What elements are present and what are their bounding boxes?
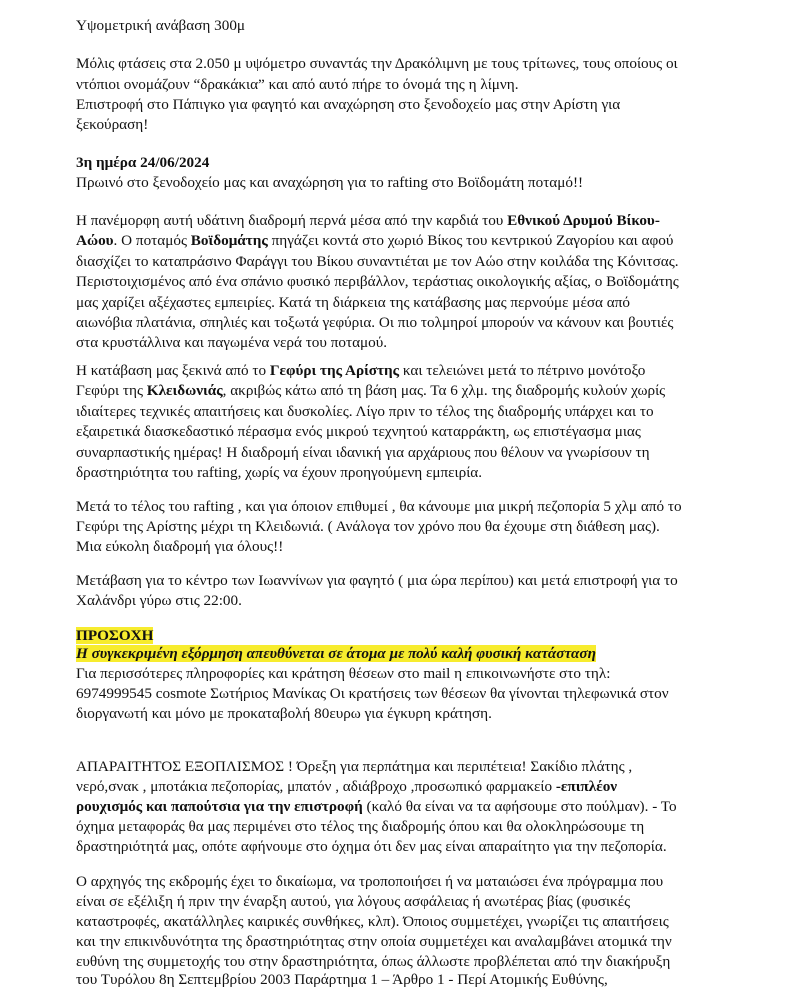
text-line: Η πανέμορφη αυτή υδάτινη διαδρομή περνά μέσα από την καρδιά του Εθνικού Δρυμού Βίκου-	[76, 212, 660, 229]
text-line: Πρωινό στο ξενοδοχείο μας και αναχώρηση για το rafting στο Βοϊδομάτη ποταμό!!	[76, 174, 584, 191]
text-line: νερό,σνακ , μποτάκια πεζοπορίας, μπατόν , αδιάβροχο ,προσωπικό φαρμακείο -επιπλέον	[76, 778, 618, 795]
text-line: Ο αρχηγός της εκδρομής έχει το δικαίωμα, να τροποποιήσει ή να ματαιώσει ένα πρόγραμμα που	[76, 873, 664, 890]
text-line: δραστηριότητά μας, οπότε αφήνουμε στο όχημα ότι δεν μας είναι απαραίτητο για την πεζοπορία.	[76, 838, 667, 855]
text-line: ρουχισμός και παπούτσια για την επιστροφή (καλό θα είναι να τα αφήσουμε στο πούλμαν). - Το	[76, 798, 677, 815]
text-line: διασχίζει το καταπράσινο Φαράγγι του Βίκου συναντιέται με τον Αώο στην κοιλάδα της Κόνιτσας.	[76, 253, 679, 270]
text-line: εξαιρετικά διασκεδαστικό πέρασμα ενός μικρού τεχνητού καταρράκτη, ως επιστέγασμα μιας	[76, 423, 641, 440]
text-line: Γεφύρι της Κλειδωνιάς, ακριβώς κάτω από τη βάση μας. Τα 6 χλμ. της διαδρομής κυλούν χωρίς	[76, 382, 666, 399]
warning-text: Η συγκεκριμένη εξόρμηση απευθύνεται σε άτομα με πολύ καλή φυσική κατάσταση	[76, 645, 596, 662]
text-line: ιδιαίτερες τεχνικές απαιτήσεις και δυσκολίες. Λίγο πριν το τέλος της διαδρομής υπάρχει και το	[76, 403, 654, 420]
text-line: ΑΠΑΡΑΙΤΗΤΟΣ ΕΞΟΠΛΙΣΜΟΣ ! Όρεξη για περπάτημα και περιπέτεια! Σακίδιο πλάτης ,	[76, 758, 633, 775]
text-line: καταστροφές, ακατάλληλες καιρικές συνθήκες, κλπ). Όποιος συμμετέχει, γνωρίζει τις απαιτήσεις	[76, 913, 669, 930]
day-heading: 3η ημέρα 24/06/2024	[76, 154, 210, 171]
text-line: και την επικινδυνότητα της δραστηριότητας στην οποία συμμετέχει και αναλαμβάνει ατομικά την	[76, 933, 672, 950]
text-line: στα κρυστάλλινα και παγωμένα νερά του ποταμού.	[76, 334, 388, 351]
text-line: Μια εύκολη διαδρομή για όλους!!	[76, 538, 284, 555]
text-line: 6974999545 cosmote Σωτήριος Μανίκας Οι κρατήσεις των θέσεων θα γίνονται τηλεφωνικά στον	[76, 685, 669, 702]
text-line: Περιστοιχισμένος από ένα σπάνιο φυσικό περιβάλλον, τεράστιας οικολογικής αξίας, ο Βοϊδομάτης	[76, 273, 679, 290]
text-line: αιωνόβια πλατάνια, σπηλιές και τοξωτά γεφύρια. Οι πιο τολμηροί μπορούν να κάνουν και βουτιές	[76, 314, 674, 331]
text-line: ευθύνη της συμμετοχής του στην δραστηριότητα, όπως άλλωστε προβλέπεται από την διακήρυξη	[76, 953, 671, 970]
text-line: συναρπαστικής ημέρας! Η διαδρομή είναι ιδανική για αρχάριους που θέλουν να γνωρίσουν τη	[76, 444, 650, 461]
text-line: του Τυρόλου 8η Σεπτεμβρίου 2003 Παράρτημα 1 – Άρθρο 1 - Περί Ατομικής Ευθύνης,	[76, 971, 608, 988]
text-line: Αώου. Ο ποταμός Βοϊδομάτης πηγάζει κοντά στο χωριό Βίκος του κεντρικού Ζαγορίου και αφού	[76, 232, 674, 249]
text-line: ντόπιοι ονομάζουν “δρακάκια” και από αυτό πήρε το όνομά της η λίμνη.	[76, 76, 519, 93]
text-line: Η κατάβαση μας ξεκινά από το Γεφύρι της Αρίστης και τελειώνει μετά το πέτρινο μονότοξο	[76, 362, 646, 379]
text-line: Χαλάνδρι γύρω στις 22:00.	[76, 592, 242, 609]
text-line: ξεκούραση!	[76, 116, 149, 133]
text-line: δραστηριότητα του rafting, χωρίς να έχουν προηγούμενη εμπειρία.	[76, 464, 483, 481]
text-line: όχημα μεταφοράς θα μας περιμένει στο τέλος της διαδρομής όπου και θα ολοκληρώσουμε τη	[76, 818, 645, 835]
text-line: Για περισσότερες πληροφορίες και κράτηση θέσεων στο mail η επικοινωνήστε στο τηλ:	[76, 665, 611, 682]
text-line: είναι σε εξέλιξη ή πριν την έναρξη αυτού, για λόγους ασφάλειας ή ανωτέρας βίας (φυσικές	[76, 893, 631, 910]
text-line: διοργανωτή και μόνο με προκαταβολή 80ευρω για έγκυρη κράτηση.	[76, 705, 492, 722]
text-line: μας χαρίζει αξέχαστες εμπειρίες. Κατά τη διάρκεια της κατάβασης μας περνούμε μέσα από	[76, 294, 630, 311]
text-line: Μετάβαση για το κέντρο των Ιωαννίνων για φαγητό ( μια ώρα περίπου) και μετά επιστροφή για το	[76, 572, 678, 589]
warning-heading: ΠΡΟΣΟΧΗ	[76, 627, 154, 644]
text-line: Υψομετρική ανάβαση 300μ	[76, 17, 246, 34]
text-line: Μετά το τέλος του rafting , και για όποιον επιθυμεί , θα κάνουμε μια μικρή πεζοπορία 5 χλμ από το	[76, 498, 682, 515]
text-line: Γεφύρι της Αρίστης μέχρι τη Κλειδωνιά. ( Ανάλογα τον χρόνο που θα έχουμε στη διάθεση μας).	[76, 518, 660, 535]
text-line: Μόλις φτάσεις στα 2.050 μ υψόμετρο συναντάς την Δρακόλιμνη με τους τρίτωνες, τους οποίους οι	[76, 55, 678, 72]
text-line: Επιστροφή στο Πάπιγκο για φαγητό και αναχώρηση στο ξενοδοχείο μας στην Αρίστη για	[76, 96, 621, 113]
